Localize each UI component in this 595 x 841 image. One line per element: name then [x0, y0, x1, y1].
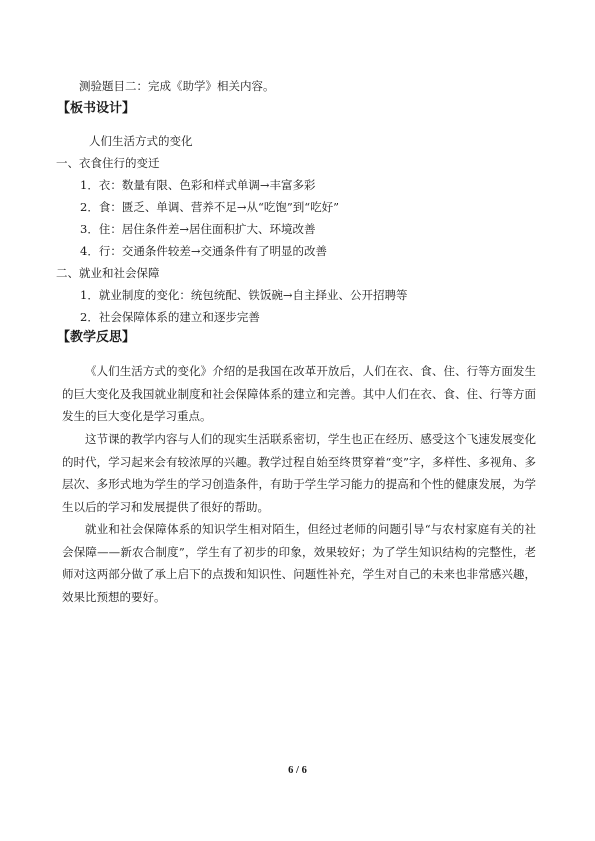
- reflection-paragraph: 就业和社会保障体系的知识学生相对陌生，但经过老师的问题引导“与农村家庭有关的社会保障——新农合制度”，学生有了初步的印象，效果较好；为了学生知识结构的完整性，老师对这两部分做了承上启下的点拨和知识性、问题性补充，学生对自己的未来也非常感兴趣，效果比预想的要好。: [62, 522, 536, 604]
- reflection-heading: 【教学反思】: [57, 330, 136, 345]
- section1-item: 4．行：交通条件较差→交通条件有了明显的改善: [80, 244, 327, 258]
- reflection-paragraph: 《人们生活方式的变化》介绍的是我国在改革开放后，人们在衣、食、住、行等方面发生的巨大变化及我国就业制度和社会保障体系的建立和完善。其中人们在衣、食、住、行等方面发生的巨大变化是学习重点。: [62, 364, 536, 423]
- section2-label: 二、就业和社会保障: [56, 266, 160, 280]
- section1-item: 1．衣：数量有限、色彩和样式单调→丰富多彩: [80, 178, 316, 192]
- section1-item: 3．住：居住条件差→居住面积扩大、环境改善: [80, 222, 316, 236]
- section2-item: 1．就业制度的变化：统包统配、铁饭碗→自主择业、公开招聘等: [80, 288, 408, 302]
- intro-line: 测验题目二：完成《助学》相关内容。: [79, 79, 275, 93]
- section1-item: 2．食：匮乏、单调、营养不足→从“吃饱”到“吃好”: [80, 200, 339, 214]
- section1-label: 一、衣食住行的变迁: [56, 156, 160, 170]
- reflection-paragraph: 这节课的教学内容与人们的现实生活联系密切，学生也正在经历、感受这个飞速发展变化的时代，学习起来会有较浓厚的兴趣。教学过程自始至终贯穿着“变”字，多样性、多视角、多层次、多形式地为学生的学习创造条件，有助于学生学习能力的提高和个性的健康发展，为学生以后的学习和发展提供了很好的帮助。: [62, 432, 536, 514]
- page-number: 6 / 6: [288, 765, 307, 776]
- board-title: 人们生活方式的变化: [89, 134, 193, 148]
- board-design-heading: 【板书设计】: [57, 101, 136, 116]
- section2-item: 2．社会保障体系的建立和逐步完善: [80, 310, 260, 324]
